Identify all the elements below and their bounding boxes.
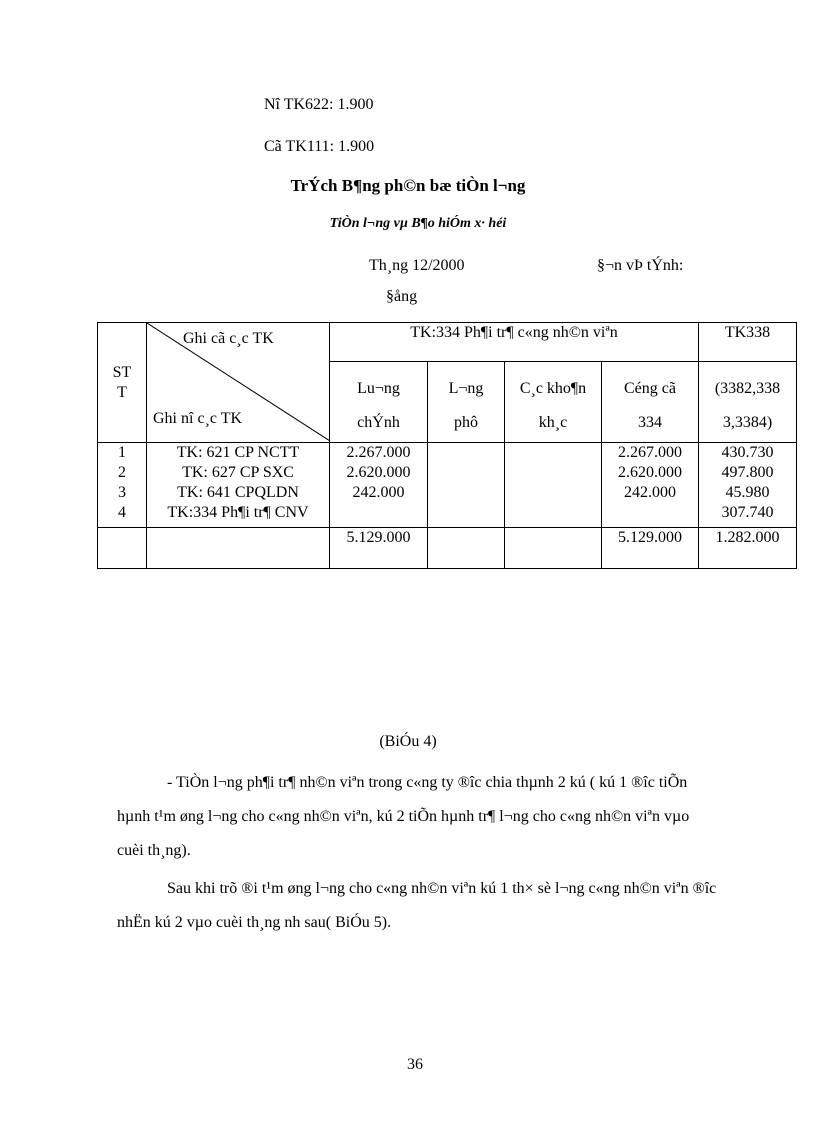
credit-entry: Cã TK111: 1.900 xyxy=(264,138,375,155)
unit-label: §¬n vÞ tÝnh: xyxy=(597,257,684,274)
figure-label: (BiÓu 4) xyxy=(379,733,437,750)
month-label: Th¸ng 12/2000 xyxy=(369,257,465,274)
document-subtitle: TiÒn l¬ng vµ B¶o hiÓm x· héi xyxy=(329,216,507,231)
col-main-salary: Lu¬ng chÝnh xyxy=(330,362,428,443)
table-body xyxy=(98,443,797,528)
main-salary-column: 2.267.000 2.620.000 242.000 xyxy=(330,443,428,528)
col-total-334: Céng cã 334 xyxy=(602,362,699,443)
total-main: 5.129.000 xyxy=(330,528,428,569)
document-title: TrÝch B¶ng ph©n bæ tiÒn l¬ng xyxy=(290,176,526,195)
col-extra-salary: L¬ng phô xyxy=(428,362,505,443)
allocation-table xyxy=(97,322,797,569)
stt-header: ST T xyxy=(98,323,147,443)
tk338-column: 430.730 497.800 45.980 307.740 xyxy=(699,443,797,528)
tk334-group-header: TK:334 Ph¶i tr¶ c«ng nh©n viªn xyxy=(330,323,699,362)
extra-salary-column xyxy=(428,443,505,528)
debit-accounts-label: Ghi nî c¸c TK xyxy=(153,410,243,427)
paragraph-2: Sau khi trõ ®i t¹m øng l¬ng cho c«ng nh©n viªn kú 1 th× sè l¬ng c«ng nh©n viªn ®îc nhËn kú 2 vµo cuèi th¸ng nh sau( BiÓu 5). xyxy=(117,880,717,931)
col-tk338-sub: (3382,338 3,3384) xyxy=(699,362,797,443)
paragraph-1: - TiÒn l¬ng ph¶i tr¶ nh©n viªn trong c«ng ty ®îc chia thµnh 2 kú ( kú 1 ®îc tiÕn hµnh t¹m øng l¬ng cho c«ng nh©n viªn, kú 2 tiÕn hµnh tr¶ l¬ng cho c«ng nh©n viªn vµo cuèi th¸ng). xyxy=(117,774,690,859)
tk338-header: TK338 xyxy=(699,323,797,362)
page-number: 36 xyxy=(407,1056,423,1073)
currency-label: §ång xyxy=(386,288,418,305)
credit-accounts-label: Ghi cã c¸c TK xyxy=(183,330,274,347)
diagonal-header xyxy=(147,323,330,443)
total-334-column: 2.267.000 2.620.000 242.000 xyxy=(602,443,699,528)
total-338: 1.282.000 xyxy=(699,528,797,569)
total-334: 5.129.000 xyxy=(602,528,699,569)
other-column xyxy=(505,443,602,528)
totals-row xyxy=(98,528,797,569)
debit-entry: Nî TK622: 1.900 xyxy=(264,96,374,113)
stt-column: 1 2 3 4 xyxy=(98,443,147,528)
col-other: C¸c kho¶n kh¸c xyxy=(505,362,602,443)
account-column: TK: 621 CP NCTT TK: 627 CP SXC TK: 641 CPQLDN TK:334 Ph¶i tr¶ CNV xyxy=(147,443,330,528)
